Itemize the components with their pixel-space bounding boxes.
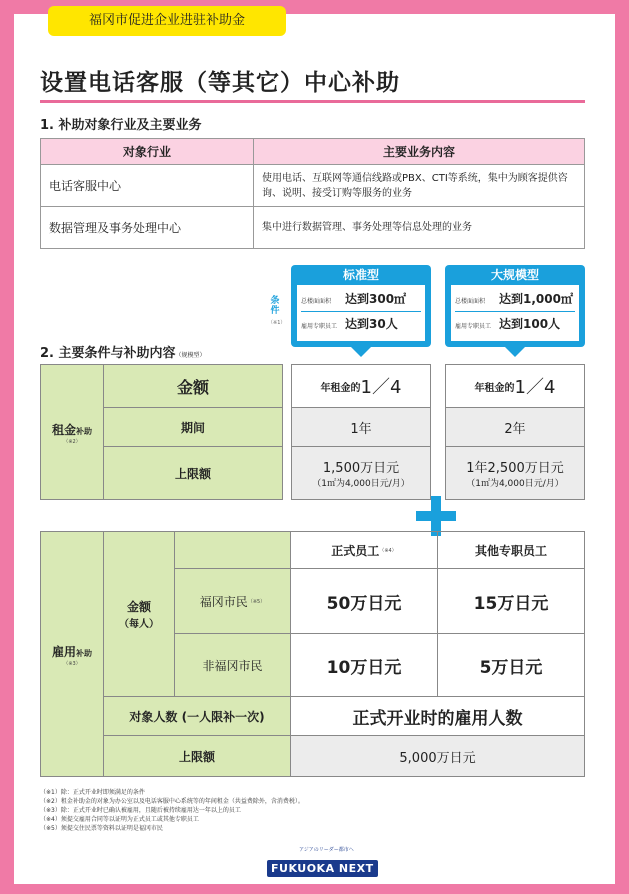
logo-word: FUKUOKA NEXT [267,860,378,877]
rent-period-label-cell [103,407,283,447]
standard-area-label: 总楼面面积 [301,298,332,305]
employ-count-value: 正式开业时的雇用人数 [352,708,523,729]
large-area-label: 总楼面面积 [455,298,486,305]
employ-cap-label: 上限额 [178,749,215,764]
rent-standard-amount: 1／4 [360,377,402,398]
large-staff-value: 达到100人 [499,317,561,331]
employ-amount-label-cell [103,531,175,697]
employ-label-suffix: 补助 [76,649,92,658]
employ-cap-value: 5,000万日元 [399,750,476,766]
large-title: 大规模型 [490,268,539,282]
employ-count-value-cell [290,696,585,736]
employ-cap-value-cell [290,735,585,777]
employ-row-citizen: 福冈市民 [199,594,248,609]
rent-large-period: 2年 [504,421,526,437]
conditions-label-text: 条件 [270,296,280,316]
table-row [41,165,585,207]
rent-large-amount: 1／4 [514,377,556,398]
employ-label-cell [40,531,104,777]
rent-large-amount-cell [445,364,585,408]
rent-amount-label-cell [103,364,283,408]
rent-cap-label: 上限额 [174,466,211,481]
citizen-regular-value: 50万日元 [326,593,402,614]
employ-noncitizen-cell [174,633,291,697]
footnote: （※3）除：正式开业时已确认被雇用，且随后被持续雇用达一年以上的员工 [40,807,241,814]
rent-standard-period-cell [291,407,431,447]
footnote: （※1）除：正式开业时即须满足的条件 [40,789,145,796]
employ-label: 雇用 [51,645,76,659]
section1-heading: 1. 补助对象行业及主要业务 [40,118,202,133]
section2-heading-text: 2. 主要条件与补助内容 [40,346,176,361]
footnote: （※5）须提交住民票等资料以证明是福冈市民 [40,825,163,832]
business-cell: 使用电话、互联网等通信线路或PBX、CTI等系统，集中为顾客提供咨询、说明、接受订购等服务的业务 [254,165,585,207]
employ-row-citizen-note: （※5） [247,598,266,605]
plus-icon [416,496,456,536]
fukuoka-next-logo [265,846,374,882]
section2-heading-note: （规模型） [175,352,206,359]
business-cell: 集中进行数据管理、事务处理等信息处理的业务 [254,207,585,249]
conditions-note: （※1） [268,320,286,326]
standard-area-value: 达到300㎡ [345,292,407,306]
employ-count-label: 对象人数 (一人限补一次) [129,709,265,724]
section2-heading [40,342,206,361]
citizen-other-value: 15万日元 [473,593,549,614]
employ-col-regular-note: （※4） [379,547,397,554]
employ-citizen-cell [174,568,291,634]
table-row [41,207,585,249]
rent-standard-amount-prefix: 年租金的 [320,382,361,394]
employ-amount-sub: （每人） [119,619,159,630]
rent-large-cap-cell [445,446,585,500]
citizen-other-cell [437,568,585,634]
citizen-regular-cell [290,568,438,634]
industry-table [40,138,585,249]
employ-cap-label-cell [103,735,291,777]
employ-col-regular-cell [290,531,438,569]
employ-col-regular: 正式员工 [331,543,380,558]
large-staff-label: 雇用专职员工 [455,323,492,330]
col-industry: 对象行业 [41,139,254,165]
rent-standard-cap: 1,500万日元 [322,461,400,476]
standard-staff-value: 达到30人 [345,317,398,331]
rent-large-amount-prefix: 年租金的 [474,382,515,394]
industry-cell: 数据管理及事务处理中心 [41,207,254,249]
rent-large-cap-note: （1㎡为4,000日元/月） [466,479,564,489]
logo-tagline: アジアのリーダー都市へ [299,847,354,853]
footnotes [40,788,304,833]
page-title: 设置电话客服（等其它）中心补助 [40,70,400,96]
conditions-label [268,296,286,328]
rent-large-cap: 1年2,500万日元 [466,461,564,476]
standard-title: 标准型 [342,268,379,282]
rent-cap-label-cell [103,446,283,500]
rent-standard-amount-cell [291,364,431,408]
rent-label-suffix: 补助 [76,427,92,436]
employ-col-other: 其他专职员工 [474,543,547,558]
rent-amount-label: 金额 [176,377,209,397]
employ-amount-label: 金额 [126,600,151,614]
col-business: 主要业务内容 [254,139,585,165]
noncitizen-other-cell [437,633,585,697]
rent-note: （※2） [63,439,81,445]
employ-count-label-cell [103,696,291,736]
title-underline [40,100,585,103]
employ-corner-cell [174,531,291,569]
employ-row-noncitizen: 非福冈市民 [202,658,263,673]
footnote: （※4）须提交雇用合同等以证明为正式员工或其他专职员工 [40,816,199,823]
industry-cell: 电话客服中心 [41,165,254,207]
rent-standard-cap-note: （1㎡为4,000日元/月） [312,479,410,489]
rent-large-period-cell [445,407,585,447]
rent-standard-cap-cell [291,446,431,500]
noncitizen-regular-value: 10万日元 [326,657,402,678]
standard-card [291,265,431,347]
rent-standard-period: 1年 [350,421,372,437]
standard-staff-label: 雇用专职员工 [301,323,338,330]
employ-col-other-cell [437,531,585,569]
employ-note: （※3） [63,661,81,667]
category-tag: 福冈市促进企业进驻补助金 [48,6,286,36]
rent-period-label: 期间 [180,420,205,435]
rent-label-cell [40,364,104,500]
footnote: （※2）租金补助金的对象为办公室以及电话客服中心系统等的年间租金（共益费除外，含消费税）。 [40,798,304,805]
rent-label: 租金 [51,423,76,437]
noncitizen-regular-cell [290,633,438,697]
large-card [445,265,585,347]
large-area-value: 达到1,000㎡ [499,292,573,306]
noncitizen-other-value: 5万日元 [479,657,543,678]
